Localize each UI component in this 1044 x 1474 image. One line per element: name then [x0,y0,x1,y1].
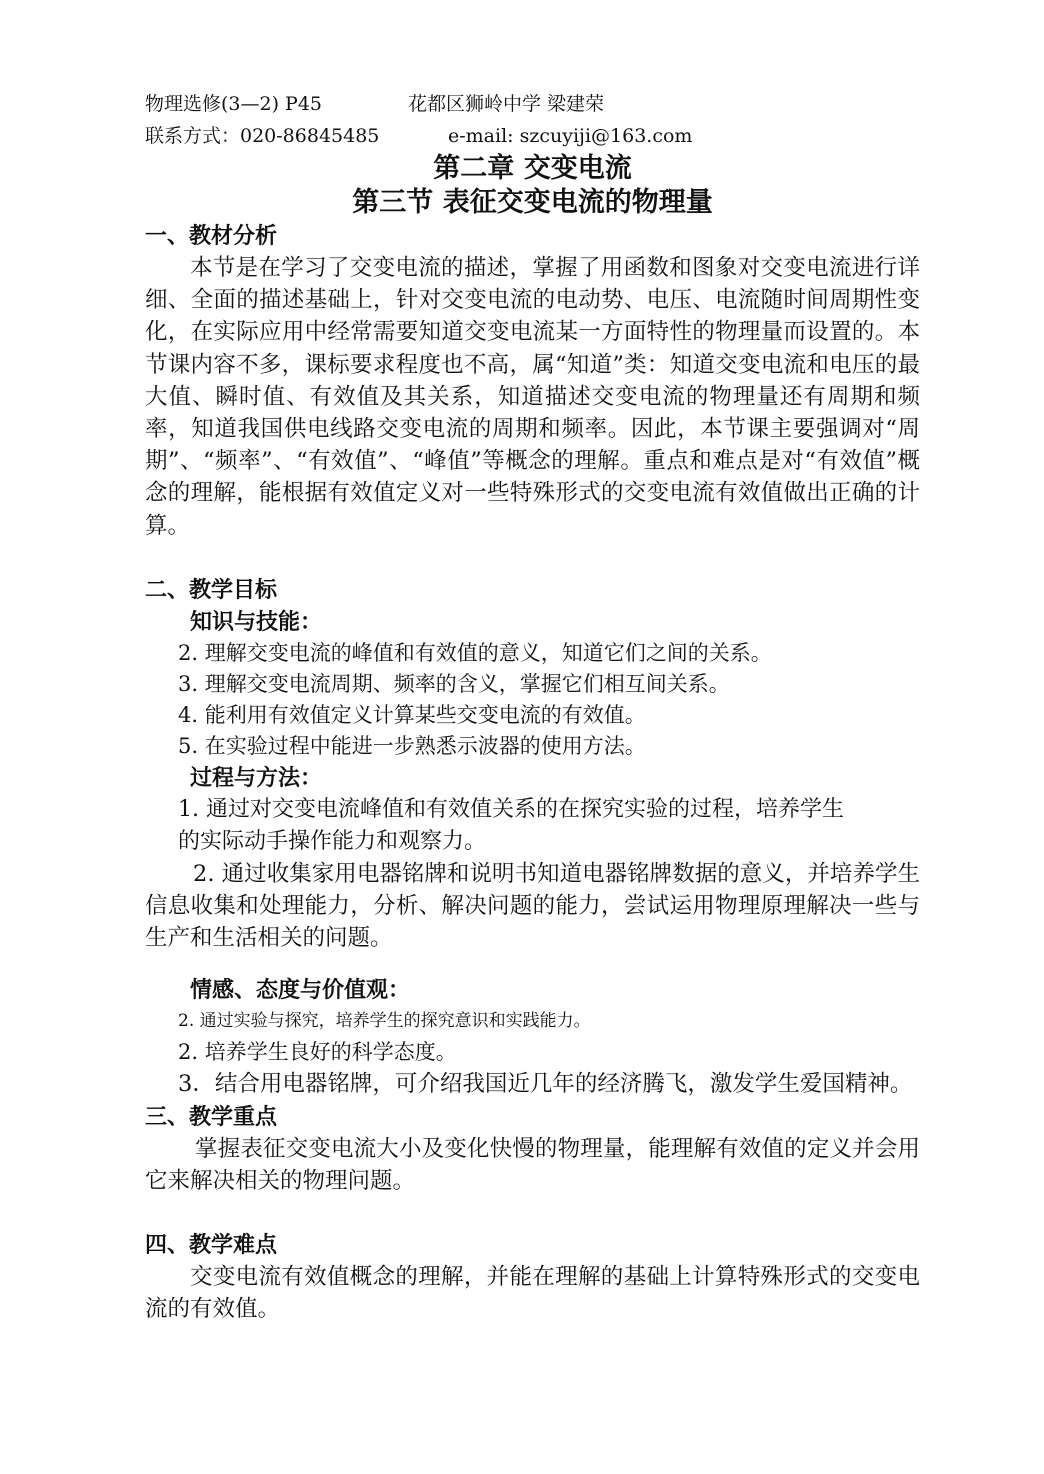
knowledge-skills-title: 知识与技能： [190,608,323,635]
process-item-1-line-2: 的实际动手操作能力和观察力。 [178,828,487,854]
document-page [145,88,920,1325]
emotion-item: 2. 培养学生良好的科学态度。 [178,1040,457,1065]
contact-phone: 联系方式：020-86845485 [145,125,380,147]
process-item-1-line-1: 1. 通过对交变电流峰值和有效值关系的在探究实验的过程，培养学生 [178,796,844,822]
knowledge-item: 2. 理解交变电流的峰值和有效值的意义，知道它们之间的关系。 [178,640,772,665]
knowledge-item: 3. 理解交变电流周期、频率的含义，掌握它们相互间关系。 [178,671,730,696]
emotion-item: 2. 通过实验与探究，培养学生的探究意识和实践能力。 [178,1011,591,1032]
section-heading-objectives: 二、教学目标 [145,576,278,603]
knowledge-item: 4. 能利用有效值定义计算某些交变电流的有效值。 [178,702,646,727]
key-points-paragraph: 掌握表征交变电流大小及变化快慢的物理量，能理解有效值的定义并会用它来解决相关的物理问题。 [145,1135,920,1194]
knowledge-item: 5. 在实验过程中能进一步熟悉示波器的使用方法。 [178,733,646,758]
process-item-2: 2. 通过收集家用电器铭牌和说明书知道电器铭牌数据的意义，并培养学生信息收集和处理能力，分析、解决问题的能力，尝试运用物理原理解决一些与生产和生活相关的问题。 [145,860,920,952]
analysis-paragraph: 本节是在学习了交变电流的描述，掌握了用函数和图象对交变电流进行详细、全面的描述基础上，针对交变电流的电动势、电压、电流随时间周期性变化，在实际应用中经常需要知道交变电流某一方面特性的物理量而设置的。本节课内容不多，课标要求程度也不高，属“知道”类：知道交变电流和电压的最大值、瞬时值、有效值及其关系，知道描述交变电流的物理量还有周期和频率，知道我国供电线路交变电流的周期和频率。因此，本节课主要强调对“周期”、“频率”、“有效值”、“峰值”等概念的理解。重点和难点是对“有效值”概念的理解，能根据有效值定义对一些特殊形式的交变电流有效值做出正确的计算。 [145,255,920,539]
school-author: 花都区狮岭中学 梁建荣 [408,93,605,115]
emotion-item: 3．结合用电器铭牌，可介绍我国近几年的经济腾飞，激发学生爱国精神。 [178,1071,913,1098]
section-heading-analysis: 一、教材分析 [145,223,278,249]
course-ref: 物理选修(3—2) P45 [145,93,323,115]
header-line-1 [145,88,920,120]
section-heading-key-points: 三、教学重点 [145,1103,278,1130]
chapter-title: 第二章 交变电流 [433,153,632,184]
difficulties-paragraph: 交变电流有效值概念的理解，并能在理解的基础上计算特殊形式的交变电流的有效值。 [145,1264,920,1323]
emotion-values-title: 情感、态度与价值观： [190,977,411,1004]
section-heading-difficulties: 四、教学难点 [145,1232,278,1259]
header-line-2 [145,120,920,152]
contact-email: e-mail: szcuyiji@163.com [448,125,693,147]
process-methods-title: 过程与方法： [190,764,323,791]
section-title: 第三节 表征交变电流的物理量 [352,187,713,218]
